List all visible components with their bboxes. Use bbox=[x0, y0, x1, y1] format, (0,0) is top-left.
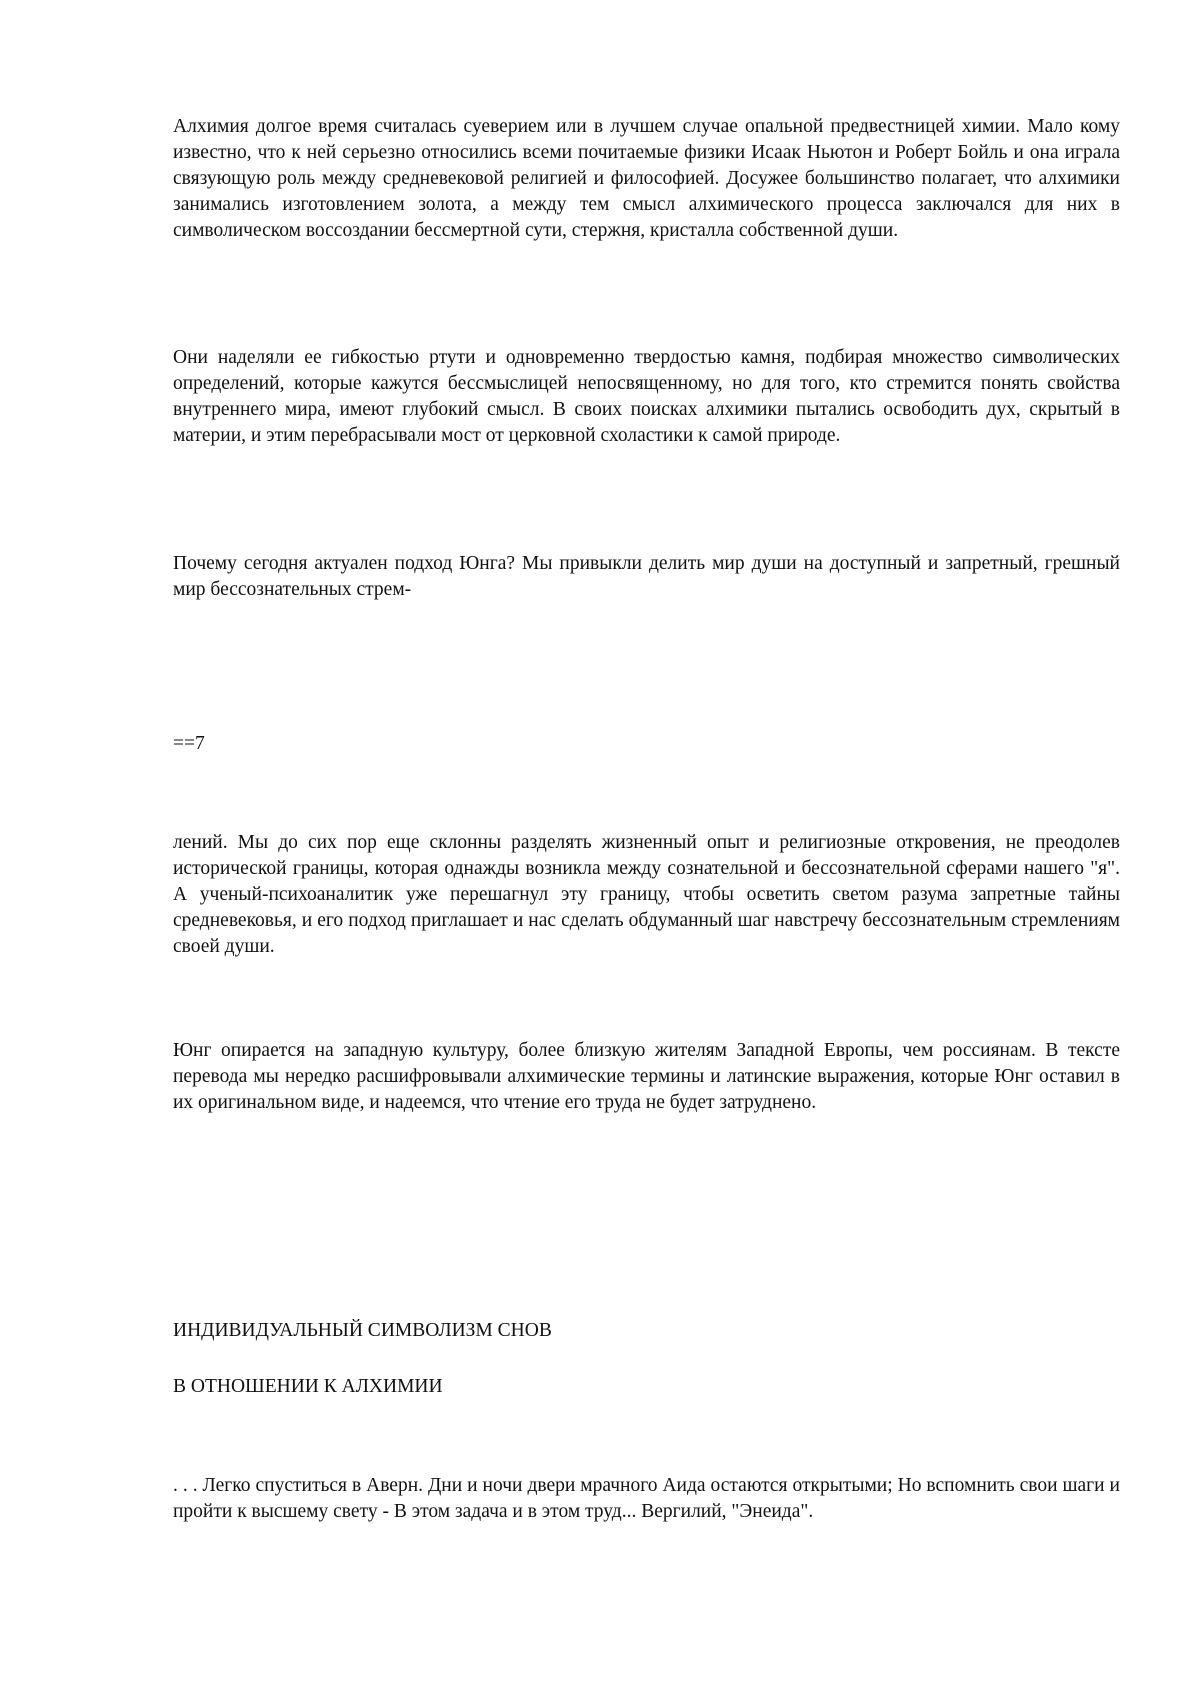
paragraph-conscious-boundary: лений. Мы до сих пор еще склонны разделять жизненный опыт и религиозные откровения, не преодолев исторической границы, которая однажды возникла между сознательной и бессознательной сферами нашего "я". А ученый-психоаналитик уже перешагнул эту границу, чтобы осветить светом разума запретные тайны средневековья, и его подход приглашает и нас сделать обдуманный шаг навстречу бессознательным стремлениям своей души. bbox=[173, 832, 1120, 957]
section-heading-line-1: ИНДИВИДУАЛЬНЫЙ СИМВОЛИЗМ СНОВ bbox=[173, 1320, 552, 1341]
page-marker: ==7 bbox=[173, 733, 205, 754]
epigraph-virgil: . . . Легко спуститься в Аверн. Дни и ночи двери мрачного Аида остаются открытыми; Но вспомнить свои шаги и пройти к высшему свету - В этом задача и в этом труд... Вергилий, "Энеида". bbox=[173, 1475, 1120, 1522]
paragraph-jung-relevance: Почему сегодня актуален подход Юнга? Мы привыкли делить мир души на доступный и запретный, грешный мир бессознательных стрем- bbox=[173, 553, 1120, 600]
section-heading-line-2: В ОТНОШЕНИИ К АЛХИМИИ bbox=[173, 1376, 443, 1397]
paragraph-mercury-stone: Они наделяли ее гибкостью ртути и одновременно твердостью камня, подбирая множество символических определений, которые кажутся бессмыслицей непосвященному, но для того, кто стремится понять свойства внутреннего мира, имеют глубокий смысл. В своих поисках алхимики пытались освободить дух, скрытый в материи, и этим перебрасывали мост от церковной схоластики к самой природе. bbox=[173, 347, 1120, 446]
paragraph-western-culture: Юнг опирается на западную культуру, более близкую жителям Западной Европы, чем россиянам. В тексте перевода мы нередко расшифровывали алхимические термины и латинские выражения, которые Юнг оставил в их оригинальном виде, и надеемся, что чтение его труда не будет затруднено. bbox=[173, 1040, 1120, 1113]
paragraph-alchemy-intro: Алхимия долгое время считалась суеверием или в лучшем случае опальной предвестницей химии. Мало кому известно, что к ней серьезно относились всеми почитаемые физики Исаак Ньютон и Роберт Бойль и она играла связующую роль между средневековой религией и философией. Досужее большинство полагает, что алхимики занимались изготовлением золота, а между тем смысл алхимического процесса заключался для них в символическом воссоздании бессмертной сути, стержня, кристалла собственной души. bbox=[173, 116, 1120, 241]
